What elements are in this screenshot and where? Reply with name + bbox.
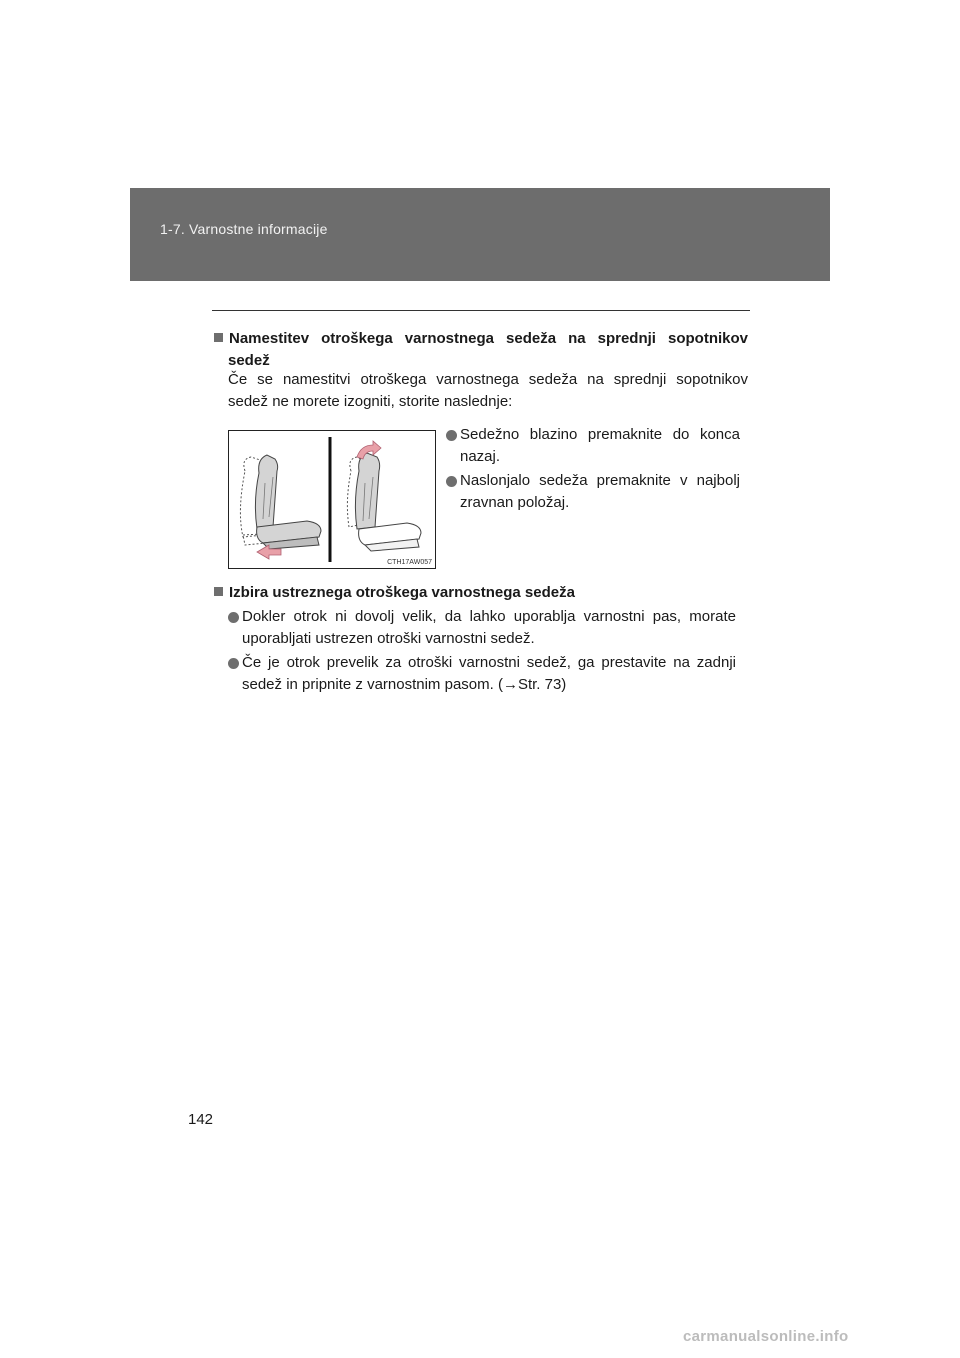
bullet-dot-icon bbox=[228, 658, 239, 669]
page-number: 142 bbox=[188, 1111, 214, 1128]
bullet-dot-icon bbox=[446, 430, 457, 441]
section1-bullet-1: Sedežno blazino premaknite do konca nazaj. bbox=[460, 426, 740, 465]
section2-bullet-1: Dokler otrok ni dovolj velik, da lahko uporablja varnostni pas, morate uporabljati ustrezen otroški varnostni sedež. bbox=[242, 608, 736, 647]
square-bullet-icon bbox=[214, 333, 223, 342]
top-rule bbox=[212, 310, 750, 311]
seat-adjustment-figure bbox=[228, 430, 436, 569]
square-bullet-icon bbox=[214, 587, 223, 596]
section1-intro: Če se namestitvi otroškega varnostnega sedeža na sprednji sopotnikov sedež ne morete izogniti, storite naslednje: bbox=[228, 371, 748, 410]
section-title: 1-7. Varnostne informacije bbox=[160, 221, 328, 237]
section1-heading: Namestitev otroškega varnostnega sedeža na sprednji sopotnikov sedež bbox=[214, 328, 748, 372]
seat-illustration bbox=[229, 431, 435, 568]
header-band bbox=[130, 188, 830, 281]
section2-heading: Izbira ustreznega otroškega varnostnega sedeža bbox=[214, 582, 575, 604]
section1-bullet-2: Naslonjalo sedeža premaknite v najbolj zravnan položaj. bbox=[460, 472, 740, 511]
bullet-dot-icon bbox=[228, 612, 239, 623]
figure-caption: CTH17AW057 bbox=[387, 559, 432, 566]
bullet-dot-icon bbox=[446, 476, 457, 487]
watermark-link[interactable]: carmanualsonline.info bbox=[683, 1328, 849, 1345]
section2-bullet-2: Če je otrok prevelik za otroški varnostni sedež, ga prestavite na zadnji sedež in pripnite z varnostnim pasom. (→Str. 73) bbox=[242, 654, 736, 693]
